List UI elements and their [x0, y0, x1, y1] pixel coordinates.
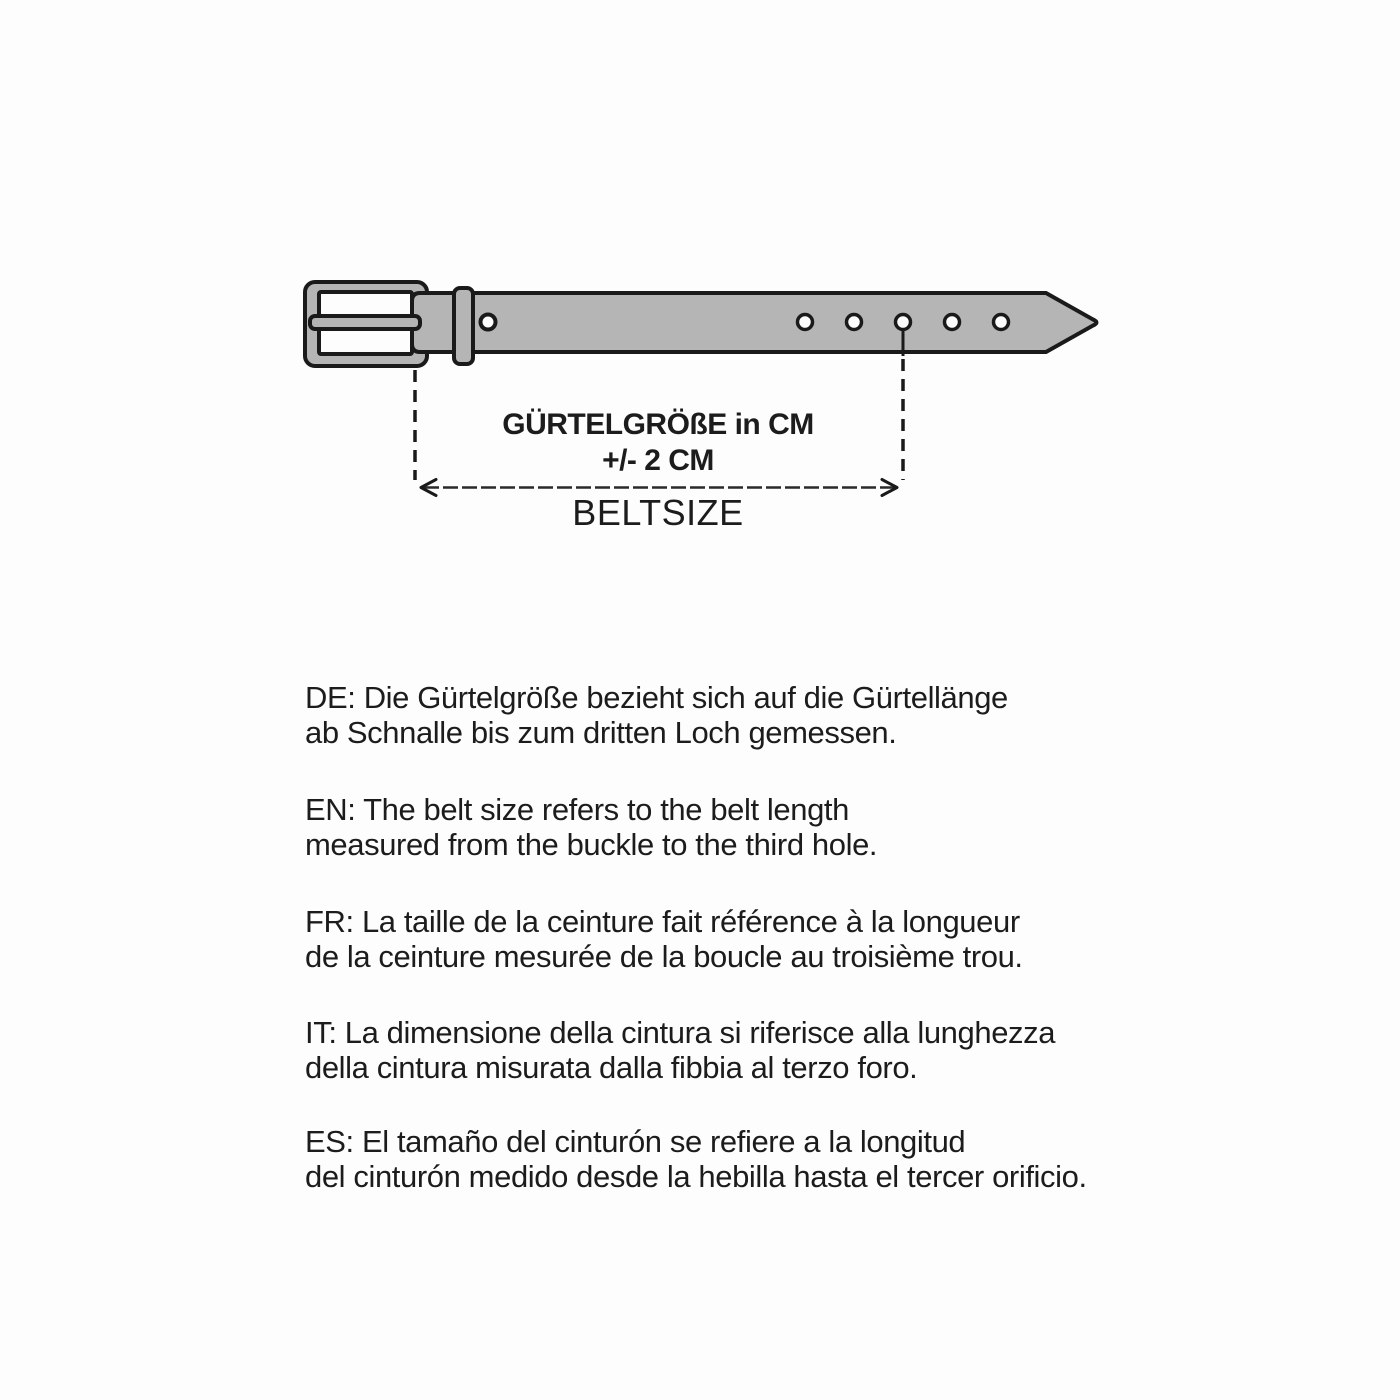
- translation-it-line1: IT: La dimensione della cintura si riferisce alla lunghezza: [305, 1015, 1056, 1050]
- belt-hole-3-third: [896, 315, 911, 330]
- belt-hole-2: [847, 315, 862, 330]
- translation-es: [305, 1124, 1205, 1194]
- translation-it-line2: della cintura misurata dalla fibbia al terzo foro.: [305, 1050, 918, 1085]
- belt-hole-4: [945, 315, 960, 330]
- translation-it: [305, 1015, 1205, 1085]
- translation-de: [305, 680, 1205, 750]
- translation-de-line1: DE: Die Gürtelgröße bezieht sich auf die Gürtellänge: [305, 680, 1008, 715]
- size-tolerance-label: +/- 2 CM: [602, 444, 714, 477]
- translation-de-line2: ab Schnalle bis zum dritten Loch gemessen.: [305, 715, 897, 750]
- size-label-cm: GÜRTELGRÖßE in CM: [502, 408, 814, 441]
- buckle-prong-icon: [310, 316, 420, 329]
- belt-hole-buckle-end: [481, 315, 496, 330]
- belt-keeper: [454, 288, 473, 364]
- translation-fr-line1: FR: La taille de la ceinture fait référence à la longueur: [305, 904, 1020, 939]
- translation-fr: [305, 904, 1205, 974]
- translation-fr-line2: de la ceinture mesurée de la boucle au troisième trou.: [305, 939, 1023, 974]
- belt-hole-5: [994, 315, 1009, 330]
- belt-hole-1: [798, 315, 813, 330]
- translation-es-line1: ES: El tamaño del cinturón se refiere a la longitud: [305, 1124, 966, 1159]
- translation-es-line2: del cinturón medido desde la hebilla hasta el tercer orificio.: [305, 1159, 1087, 1194]
- translation-en: [305, 792, 1205, 862]
- translation-en-line2: measured from the buckle to the third hole.: [305, 827, 878, 862]
- translation-en-line1: EN: The belt size refers to the belt length: [305, 792, 849, 827]
- beltsize-label: BELTSIZE: [572, 492, 744, 533]
